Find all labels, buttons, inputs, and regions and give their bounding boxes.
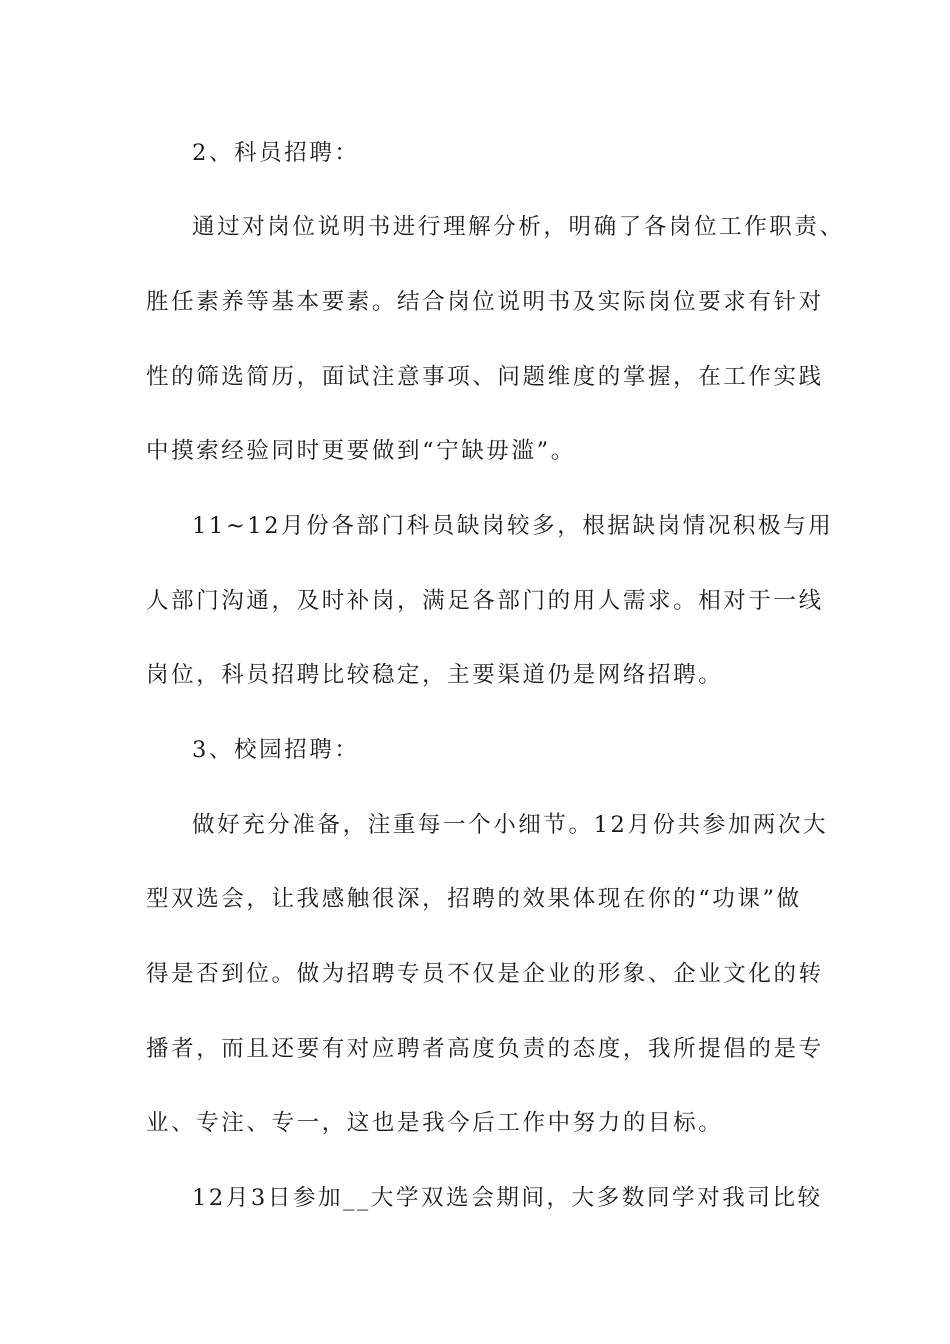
paragraph-line: 型双选会，让我感触很深，招聘的效果体现在你的“功课”做 xyxy=(146,886,802,912)
section-heading-staff-recruitment: 2、科员招聘： xyxy=(192,140,360,166)
paragraph-line: 岗位，科员招聘比较稳定，主要渠道仍是网络招聘。 xyxy=(146,662,724,688)
paragraph-line: 性的筛选简历，面试注意事项、问题维度的掌握，在工作实践 xyxy=(146,364,824,390)
paragraph-line: 12月3日参加__大学双选会期间，大多数同学对我司比较 xyxy=(192,1185,823,1211)
paragraph-line: 通过对岗位说明书进行理解分析，明确了各岗位工作职责、 xyxy=(192,214,845,240)
paragraph-line: 播者，而且还要有对应聘者高度负责的态度，我所提倡的是专 xyxy=(146,1036,824,1062)
section-heading-campus-recruitment: 3、校园招聘： xyxy=(192,737,360,763)
paragraph-line: 得是否到位。做为招聘专员不仅是企业的形象、企业文化的转 xyxy=(146,961,824,987)
paragraph-line: 业、专注、专一，这也是我今后工作中努力的目标。 xyxy=(146,1110,724,1136)
paragraph-line: 11~12月份各部门科员缺岗较多，根据缺岗情况积极与用 xyxy=(192,513,834,539)
paragraph-line: 胜任素养等基本要素。结合岗位说明书及实际岗位要求有针对 xyxy=(146,289,824,315)
paragraph-line: 做好充分准备，注重每一个小细节。12月份共参加两次大 xyxy=(192,812,829,838)
paragraph-line: 中摸索经验同时更要做到“宁缺毋滥”。 xyxy=(146,438,576,464)
paragraph-line: 人部门沟通，及时补岗，满足各部门的用人需求。相对于一线 xyxy=(146,588,824,614)
